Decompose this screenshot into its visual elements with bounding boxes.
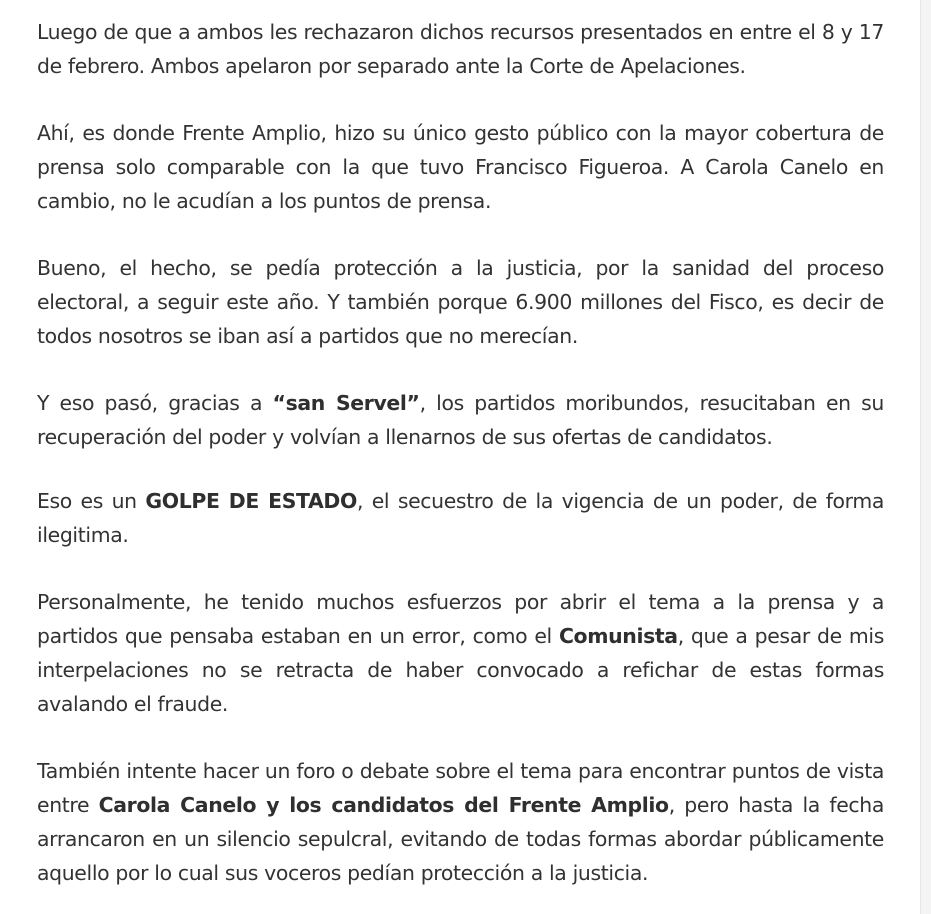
paragraph-7-bold: Carola Canelo y los candidatos del Frente Amplio [98,793,669,817]
paragraph-7-text-after: , pero hasta la fecha arrancaron en un silencio sepulcral, evitando de todas formas abordar públicamente aquello por lo cual sus voceros pedían protección a la justicia. [37,793,884,885]
paragraph-2: Ahí, es donde Frente Amplio, hizo su único gesto público con la mayor cobertura de prensa solo comparable con la que tuvo Francisco Figueroa. A Carola Canelo en cambio, no le acudían a los puntos de prensa. [37,121,884,213]
paragraph-6-text-before: Personalmente, he tenido muchos esfuerzos por abrir el tema a la prensa y a partidos que pensaba estaban en un error, como el [37,590,884,648]
paragraph-5-text-before: Eso es un [37,489,146,513]
paragraph-7-text-before: También intente hacer un foro o debate sobre el tema para encontrar puntos de vista entre [37,759,884,817]
paragraph-5 [37,484,884,552]
paragraph-3: Bueno, el hecho, se pedía protección a la justicia, por la sanidad del proceso electoral, a seguir este año. Y también porque 6.900 millones del Fisco, es decir de todos nosotros se iban así a partidos que no merecían. [37,256,884,348]
paragraph-4-text-before: Y eso pasó, gracias a [37,391,273,415]
paragraph-7 [37,754,884,890]
paragraph-4-bold: “san Servel” [272,391,420,415]
paragraph-4-text-after: , los partidos moribundos, resucitaban en su recuperación del poder y volvían a llenarnos de sus ofertas de candidatos. [37,391,885,449]
paragraph-6 [37,585,884,721]
paragraph-6-bold: Comunista [558,624,678,648]
paragraph-6-text-after: , que a pesar de mis interpelaciones no se retracta de haber convocado a refichar de estas formas avalando el fraude. [37,624,884,716]
paragraph-4 [37,386,884,454]
paragraph-1: Luego de que a ambos les rechazaron dichos recursos presentados en entre el 8 y 17 de febrero. Ambos apelaron por separado ante la Corte de Apelaciones. [37,20,884,78]
paragraph-5-text-after: , el secuestro de la vigencia de un poder, de forma ilegitima. [37,489,884,547]
paragraph-5-bold: GOLPE DE ESTADO [145,489,357,513]
